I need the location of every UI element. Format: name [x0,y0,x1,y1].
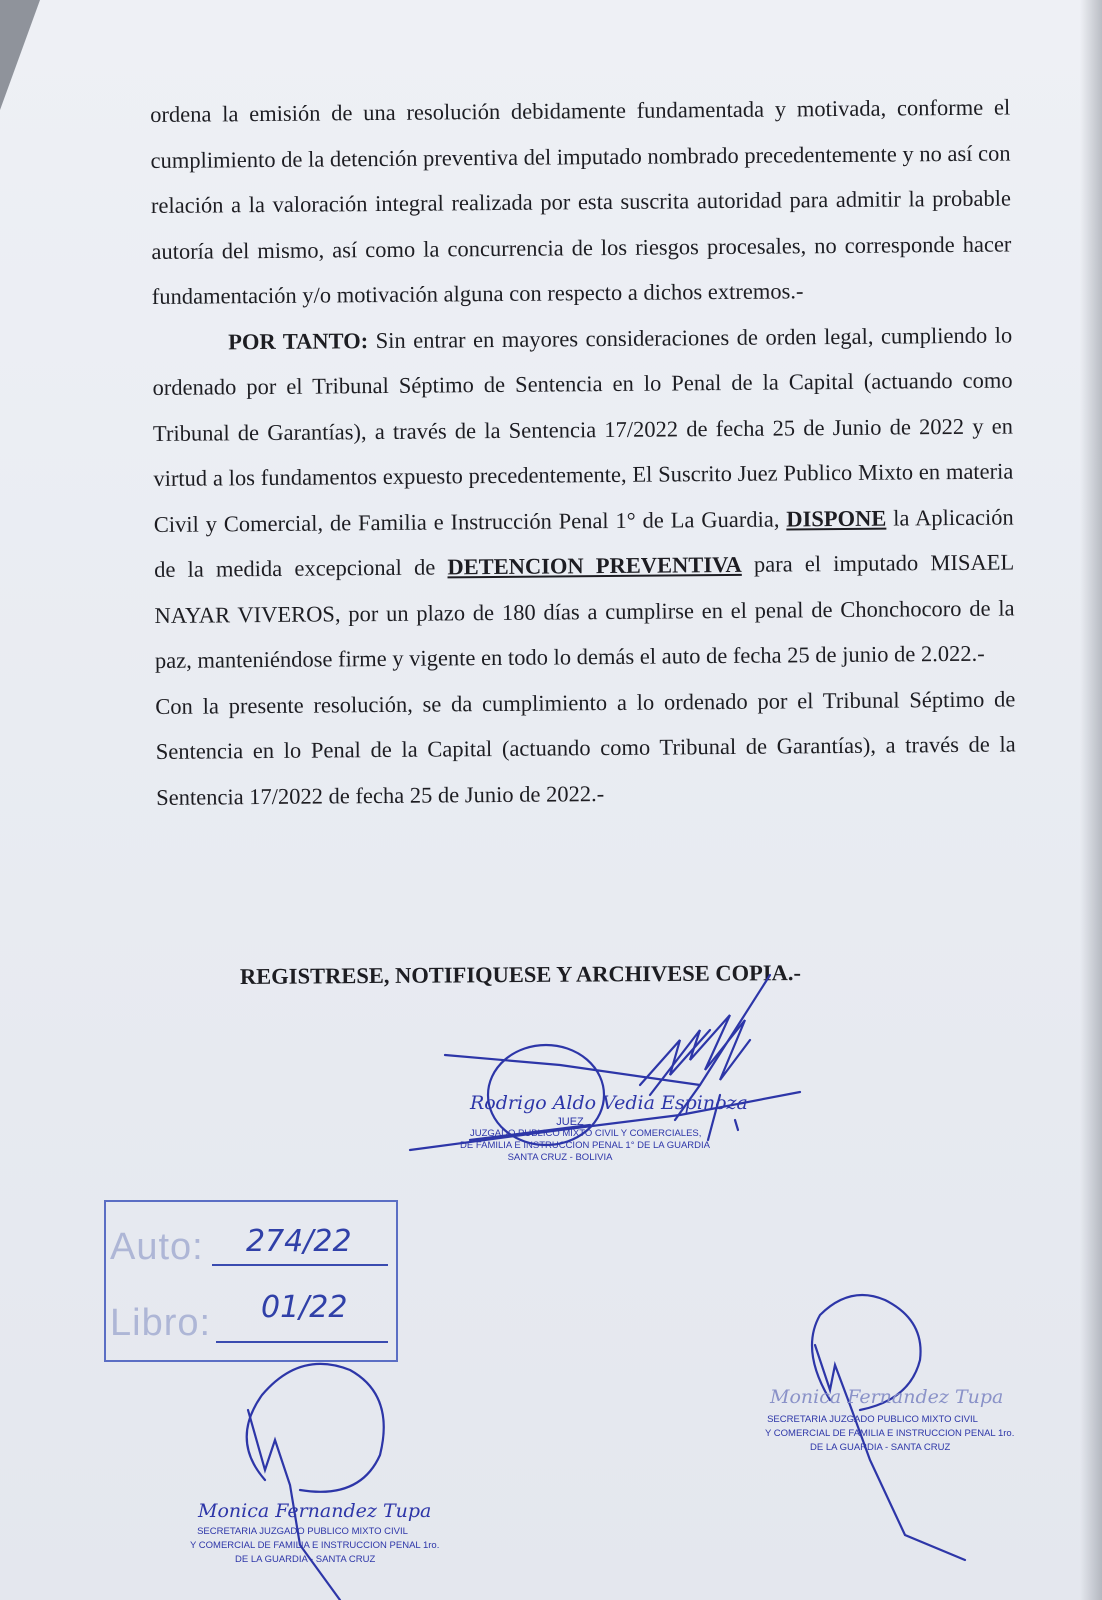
secretary-right-line-2: Y COMERCIAL DE FAMILIA E INSTRUCCION PENAL 1ro. [765,1428,1015,1439]
judge-name: Rodrigo Aldo Vedia Espinoza [470,1092,748,1114]
paragraph-2-part-c: para el imputado MISAEL NAYAR VIVEROS, por un plazo de 180 días a cumplirse en el penal de Chonchocoro de la paz, manteniéndose firme y vigente en todo lo demás el auto de fecha 25 de junio de 2.022.- [154,549,1015,673]
secretary-left-line-1: SECRETARIA JUZGADO PUBLICO MIXTO CIVIL [197,1526,408,1537]
por-tanto-lead: POR TANTO: [228,327,369,354]
judge-title: JUEZ [556,1116,584,1128]
secretary-left-name: Monica Fernandez Tupa [198,1500,432,1522]
paragraph-3: Con la presente resolución, se da cumplimiento a lo ordenado por el Tribunal Séptimo de Sentencia en lo Penal de la Capital (actuando como Tribunal de Garantías), a través de la Sentencia 17/2022 de fecha 25 de Junio de 2022.- [155,685,1016,810]
libro-value: 01/22 [261,1290,348,1325]
judge-court-line-3: SANTA CRUZ - BOLIVIA [507,1152,613,1163]
auto-value: 274/22 [246,1224,352,1259]
judge-court-line-1: JUZGADO PUBLICO MIXTO CIVIL Y COMERCIALES, [470,1128,702,1139]
secretary-right-line-1: SECRETARIA JUZGADO PUBLICO MIXTO CIVIL [767,1414,978,1425]
paragraph-1: ordena la emisión de una resolución debidamente fundamentada y motivada, conforme el cumplimiento de la detención preventiva del imputado nombrado precedentemente y no así con relación a la valoración integral realizada por esta suscrita autoridad para admitir la probable autoría del mismo, así como la concurrencia de los riesgos procesales, no corresponde hacer fundamentación y/o motivación alguna con respecto a dichos extremos.- [150,94,1012,309]
paragraph-2-part-a: Sin entrar en mayores consideraciones de orden legal, cumpliendo lo ordenado por el Tribunal Séptimo de Sentencia en lo Penal de la Capital (actuando como Tribunal de Garantías), a través de la Sentencia 17/2022 de fecha 25 de Junio de 2022 y en virtud a los fundamentos expuesto precedentemente, El Suscrito Juez Publico Mixto en materia Civil y Comercial, de Familia e Instrucción Penal 1° de La Guardia, [152,321,1014,537]
detencion-preventiva-keyword: DETENCION PREVENTIVA [447,551,742,580]
dispone-keyword: DISPONE [786,505,887,531]
closing-formula: REGISTRESE, NOTIFIQUESE Y ARCHIVESE COPIA.- [239,960,802,989]
auto-label: Auto: [110,1226,204,1268]
libro-label: Libro: [110,1302,212,1344]
paragraph-2-part-b: la Aplicación de la medida excepcional de [154,503,1014,582]
secretary-right-name: Monica Fernandez Tupa [770,1386,1004,1408]
judge-court-line-2: DE FAMILIA E INSTRUCCION PENAL 1° DE LA GUARDIA [460,1140,710,1151]
secretary-right-line-3: DE LA GUARDIA - SANTA CRUZ [810,1442,951,1453]
secretary-left-line-3: DE LA GUARDIA - SANTA CRUZ [235,1554,376,1565]
secretary-left-line-2: Y COMERCIAL DE FAMILIA E INSTRUCCION PENAL 1ro. [190,1540,440,1551]
